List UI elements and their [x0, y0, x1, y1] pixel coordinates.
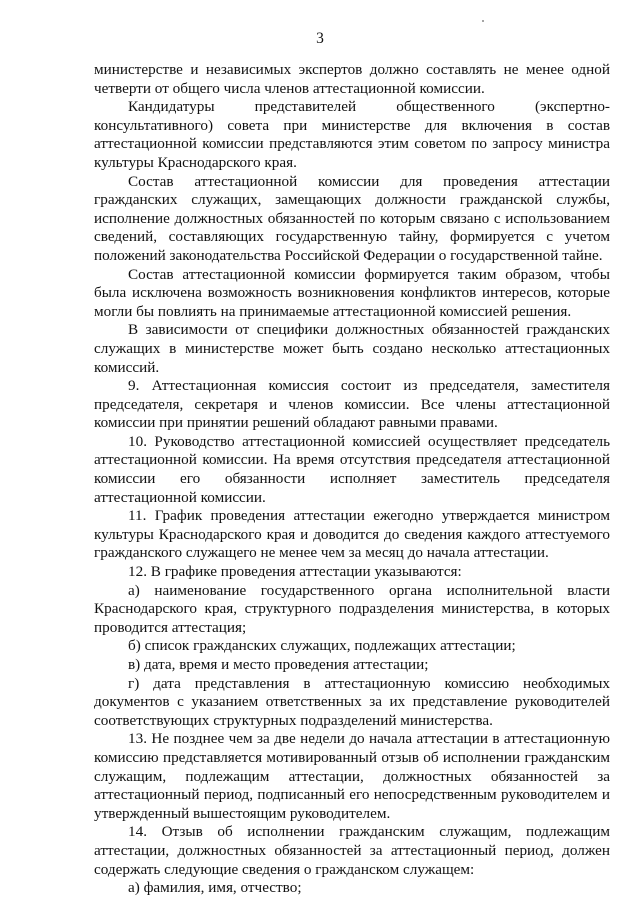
page-number: 3 [316, 30, 324, 47]
paragraph-item-10: 10. Руководство аттестационной комиссией осуществляет председатель аттестационной комиссии. На время отсутствия председателя аттестационной комиссии его обязанности исполняет заместитель председателя аттестационной комиссии. [94, 432, 610, 506]
paragraph-item-13: 13. Не позднее чем за две недели до начала аттестации в аттестационную комиссию представляется мотивированный отзыв об исполнении гражданским служащим, подлежащим аттестации, должностных обязанностей за аттестационный период, подписанный его непосредственным руководителем и утвержденный вышестоящим руководителем. [94, 730, 610, 822]
paragraph-item-14: 14. Отзыв об исполнении гражданским служащим, подлежащим аттестации, должностных обязанностей за аттестационный период, должен содержать следующие сведения о гражданском служащем: [94, 823, 610, 878]
paragraph-candidates: Кандидатуры представителей общественного (экспертно-консультативного) совета при министерстве для включения в состав аттестационной комиссии представляются этим советом по запросу министра культуры Краснодарского края. [94, 98, 610, 171]
paragraph-item-12g: г) дата представления в аттестационную комиссию необходимых документов с указанием ответственных за их представление руководителей соответствующих структурных подразделений министерства. [94, 674, 610, 729]
paragraph-item-12a: а) наименование государственного органа исполнительной власти Краснодарского края, структурного подразделения министерства, в которых проводится аттестация; [94, 581, 610, 636]
paragraph-conflict-of-interest: Состав аттестационной комиссии формируется таким образом, чтобы была исключена возможность возникновения конфликтов интересов, которые могли бы повлиять на принимаемые аттестационной комиссией решения. [94, 265, 610, 320]
paragraph-item-14a: а) фамилия, имя, отчество; [128, 879, 302, 897]
paragraph-item-12: 12. В графике проведения аттестации указываются: [128, 563, 462, 581]
paragraph-continuation: министерстве и независимых экспертов должно составлять не менее одной четверти от общего числа членов аттестационной комиссии. [94, 61, 610, 97]
paragraph-state-secret: Состав аттестационной комиссии для проведения аттестации гражданских служащих, замещающих должности гражданской службы, исполнение должностных обязанностей по которым связано с использованием сведений, составляющих государственную тайну, формируется с учетом положений законодательства Российской Федерации о государственной тайне. [94, 172, 610, 264]
document-body [94, 61, 610, 898]
paragraph-item-11: 11. График проведения аттестации ежегодно утверждается министром культуры Краснодарского края и доводится до сведения каждого аттестуемого гражданского служащего не менее чем за месяц до начала аттестации. [94, 507, 610, 562]
paragraph-item-12v: в) дата, время и место проведения аттестации; [128, 656, 429, 673]
paragraph-several-commissions: В зависимости от специфики должностных обязанностей гражданских служащих в министерстве может быть создано несколько аттестационных комиссий. [94, 321, 610, 376]
scan-speck [482, 20, 484, 22]
paragraph-item-9: 9. Аттестационная комиссия состоит из председателя, заместителя председателя, секретаря и членов комиссии. Все члены аттестационной комиссии при принятии решений обладают равными правами. [94, 377, 610, 432]
paragraph-item-12b: б) список гражданских служащих, подлежащих аттестации; [128, 637, 516, 655]
